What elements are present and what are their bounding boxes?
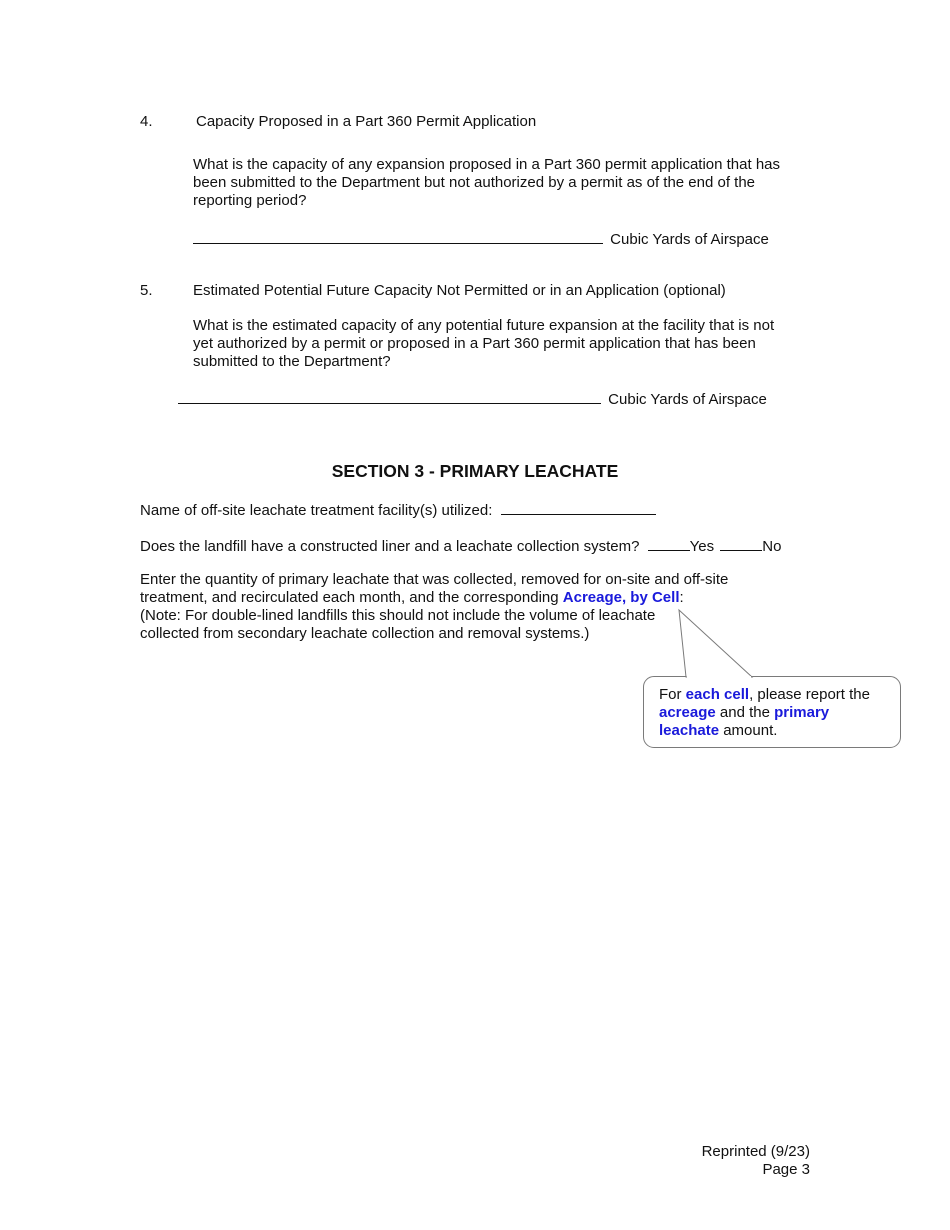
item4-question [193,156,780,210]
callout-line-2 [659,704,870,722]
callout-acreage: acreage [659,704,716,721]
offsite-facility-label: Name of off-site leachate treatment facility(s) utilized: [140,502,493,519]
acreage-by-cell-link: Acreage, by Cell [562,589,680,606]
item5-number: 5. [140,282,153,299]
item5-answer-field[interactable] [178,389,767,408]
item4-number: 4. [140,113,153,130]
note-line-1: (Note: For double-lined landfills this should not include the volume of leachate [140,607,656,624]
callout-text-part: amount. [719,722,778,739]
item5-title: Estimated Potential Future Capacity Not Permitted or in an Application (optional) [193,282,726,299]
item4-answer-field[interactable] [193,229,769,248]
item5-question-line: submitted to the Department? [193,353,391,370]
item5-question-line: yet authorized by a permit or proposed in a Part 360 permit application that has been [193,335,756,352]
offsite-facility-input-line[interactable] [501,500,656,515]
section3-heading: SECTION 3 - PRIMARY LEACHATE [331,461,619,481]
no-answer-line[interactable] [720,536,762,551]
callout-text-part: , please report the [749,686,870,703]
callout-text-part: For [659,686,686,703]
footer-reprinted: Reprinted (9/23) [701,1143,810,1160]
note-line-2: collected from secondary leachate collection and removal systems.) [140,625,590,642]
enter-line-2 [140,589,728,607]
item4-answer-line[interactable] [193,229,603,244]
item4-question-line: What is the capacity of any expansion proposed in a Part 360 permit application that has [193,156,781,173]
item4-question-line: been submitted to the Department but not authorized by a permit as of the end of the [193,174,756,191]
item5-question [193,317,774,371]
footer-page-number: Page 3 [762,1161,810,1178]
yes-answer-line[interactable] [648,536,690,551]
callout-text-part: and the [715,704,775,721]
item4-unit: Cubic Yards of Airspace [610,231,769,248]
yes-label: Yes [689,538,715,555]
callout-primary: primary [774,704,830,721]
liner-question: Does the landfill have a constructed liner and a leachate collection system? [140,538,640,555]
item4-question-line: reporting period? [193,192,307,209]
enter-line-2-suffix: : [679,589,684,606]
callout-line-3 [659,722,870,740]
callout-text [659,686,870,740]
callout-leachate: leachate [659,722,720,739]
offsite-facility-field [140,500,656,519]
item4-title: Capacity Proposed in a Part 360 Permit Application [196,113,537,130]
callout-line-1 [659,686,870,704]
enter-line-1: Enter the quantity of primary leachate that was collected, removed for on-site and off-site [140,571,729,588]
item5-unit: Cubic Yards of Airspace [608,391,767,408]
callout-each-cell: each cell [685,686,750,703]
no-label: No [762,538,782,555]
item5-answer-line[interactable] [178,389,601,404]
enter-quantity-paragraph [140,571,728,643]
liner-question-row [140,536,781,555]
item5-question-line: What is the estimated capacity of any potential future expansion at the facility that is not [193,317,775,334]
enter-line-2-prefix: treatment, and recirculated each month, and the corresponding [140,589,559,606]
